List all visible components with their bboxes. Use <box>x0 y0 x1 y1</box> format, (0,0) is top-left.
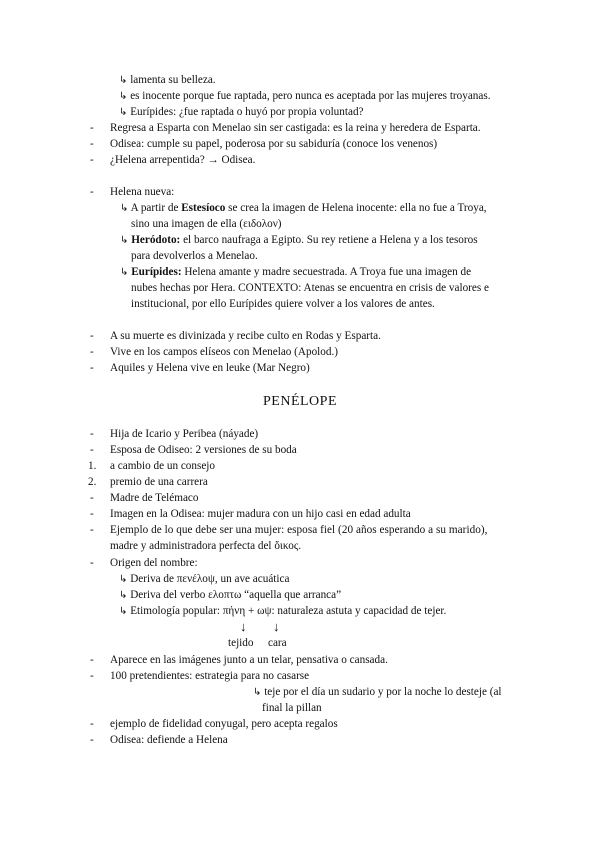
annotation-label: cara <box>268 637 287 649</box>
list-item: Ejemplo de lo que debe ser una mujer: esposa fiel (20 años esperando a su marido), <box>110 524 488 536</box>
sub-item <box>119 89 491 104</box>
bold-term: Estesíoco <box>181 202 226 214</box>
arrow-icon: ↳ <box>253 687 262 698</box>
arrow-icon: ↳ <box>120 203 129 214</box>
sub-item-cont: para devolverlos a Menelao. <box>131 250 258 262</box>
list-item: Esposa de Odiseo: 2 versiones de su boda <box>110 444 297 456</box>
bullet: - <box>90 138 94 150</box>
down-arrow-icon: ↓ <box>240 619 247 634</box>
list-item: Helena nueva: <box>110 186 175 198</box>
list-item: Odisea: cumple su papel, poderosa por su sabiduría (conoce los venenos) <box>110 138 438 150</box>
list-number: 1. <box>88 460 97 472</box>
list-item: Madre de Telémaco <box>110 492 199 504</box>
list-item: Origen del nombre: <box>110 557 198 569</box>
text: A partir de <box>130 202 182 214</box>
bullet: - <box>90 330 94 342</box>
sub-item-cont: final la pillan <box>262 702 322 714</box>
list-item: ¿Helena arrepentida? → Odisea. <box>110 154 256 166</box>
text: Helena amante y madre secuestrada. A Troya fue una imagen de <box>181 266 472 278</box>
arrow-icon: ↳ <box>119 107 128 118</box>
bullet: - <box>90 670 94 682</box>
bullet: - <box>90 186 94 198</box>
list-item: Aquiles y Helena vive en leuke (Mar Negro) <box>110 362 310 374</box>
arrow-icon: ↳ <box>119 75 128 86</box>
bold-term: Heródoto: <box>131 234 181 246</box>
bullet: - <box>90 718 94 730</box>
list-item-cont: madre y administradora perfecta del ὄικος. <box>110 540 302 552</box>
arrow-icon: ↳ <box>119 590 128 601</box>
list-item: Odisea: defiende a Helena <box>110 734 228 746</box>
text: el barco naufraga a Egipto. Su rey retiene a Helena y a los tesoros <box>180 234 478 246</box>
list-item: Imagen en la Odisea: mujer madura con un hijo casi en edad adulta <box>110 508 411 520</box>
sub-item-text: es inocente porque fue raptada, pero nunca es aceptada por las mujeres troyanas. <box>130 90 491 102</box>
bullet: - <box>90 654 94 666</box>
list-item: Vive en los campos elíseos con Menelao (Apolod.) <box>110 346 338 358</box>
sub-item <box>119 588 341 603</box>
bullet: - <box>90 492 94 504</box>
arrow-icon: ↳ <box>120 267 129 278</box>
sub-item <box>120 265 471 280</box>
sub-item <box>119 604 446 619</box>
list-item: ejemplo de fidelidad conyugal, pero acepta regalos <box>110 718 338 730</box>
list-item: Regresa a Esparta con Menelao sin ser castigada: es la reina y heredera de Esparta. <box>110 122 481 134</box>
list-item: A su muerte es divinizada y recibe culto en Rodas y Esparta. <box>110 330 381 342</box>
bullet: - <box>90 557 94 569</box>
section-title: PENÉLOPE <box>263 394 337 409</box>
sub-item-cont: sino una imagen de ella (ειδολον) <box>131 218 282 230</box>
sub-item <box>120 201 487 216</box>
bold-term: Eurípides: <box>131 266 182 278</box>
text: Etimología popular: πήνη + ωψ: naturaleza astuta y capacidad de tejer. <box>130 605 447 617</box>
down-arrow-icon: ↓ <box>273 619 280 634</box>
text: se crea la imagen de Helena inocente: ella no fue a Troya, <box>225 202 487 214</box>
sub-item-text: Eurípides: ¿fue raptada o huyó por propia voluntad? <box>130 106 364 118</box>
bullet: - <box>90 444 94 456</box>
bullet: - <box>90 154 94 166</box>
text: Deriva del verbo ελοπτω “aquella que arranca” <box>130 589 342 601</box>
list-item: a cambio de un consejo <box>110 460 216 472</box>
list-number: 2. <box>88 476 97 488</box>
arrow-icon: ↳ <box>120 235 129 246</box>
arrow-icon: ↳ <box>119 91 128 102</box>
sub-item <box>120 233 478 248</box>
bullet: - <box>90 734 94 746</box>
list-item: Aparece en las imágenes junto a un telar, pensativa o cansada. <box>110 654 388 666</box>
bullet: - <box>90 508 94 520</box>
text: Deriva de πενέλοψ, un ave acuática <box>130 573 290 585</box>
list-item: 100 pretendientes: estrategia para no casarse <box>110 670 310 682</box>
sub-item <box>119 105 364 120</box>
arrow-icon: ↳ <box>119 574 128 585</box>
sub-item <box>253 685 502 700</box>
sub-item <box>119 73 216 88</box>
bullet: - <box>90 346 94 358</box>
bullet: - <box>90 428 94 440</box>
list-item: Hija de Icario y Peribea (náyade) <box>110 428 259 440</box>
sub-item-text: lamenta su belleza. <box>130 74 216 86</box>
bullet: - <box>90 524 94 536</box>
sub-item <box>119 572 289 587</box>
list-item: premio de una carrera <box>110 476 208 488</box>
bullet: - <box>90 362 94 374</box>
annotation-label: tejido <box>228 637 254 649</box>
bullet: - <box>90 122 94 134</box>
sub-item-cont: institucional, por ello Eurípides quiere volver a los valores de antes. <box>131 298 435 310</box>
arrow-icon: ↳ <box>119 606 128 617</box>
text: teje por el día un sudario y por la noche lo desteje (al <box>264 686 502 698</box>
sub-item-cont: nubes hechas por Hera. CONTEXTO: Atenas se encuentra en crisis de valores e <box>131 282 489 294</box>
